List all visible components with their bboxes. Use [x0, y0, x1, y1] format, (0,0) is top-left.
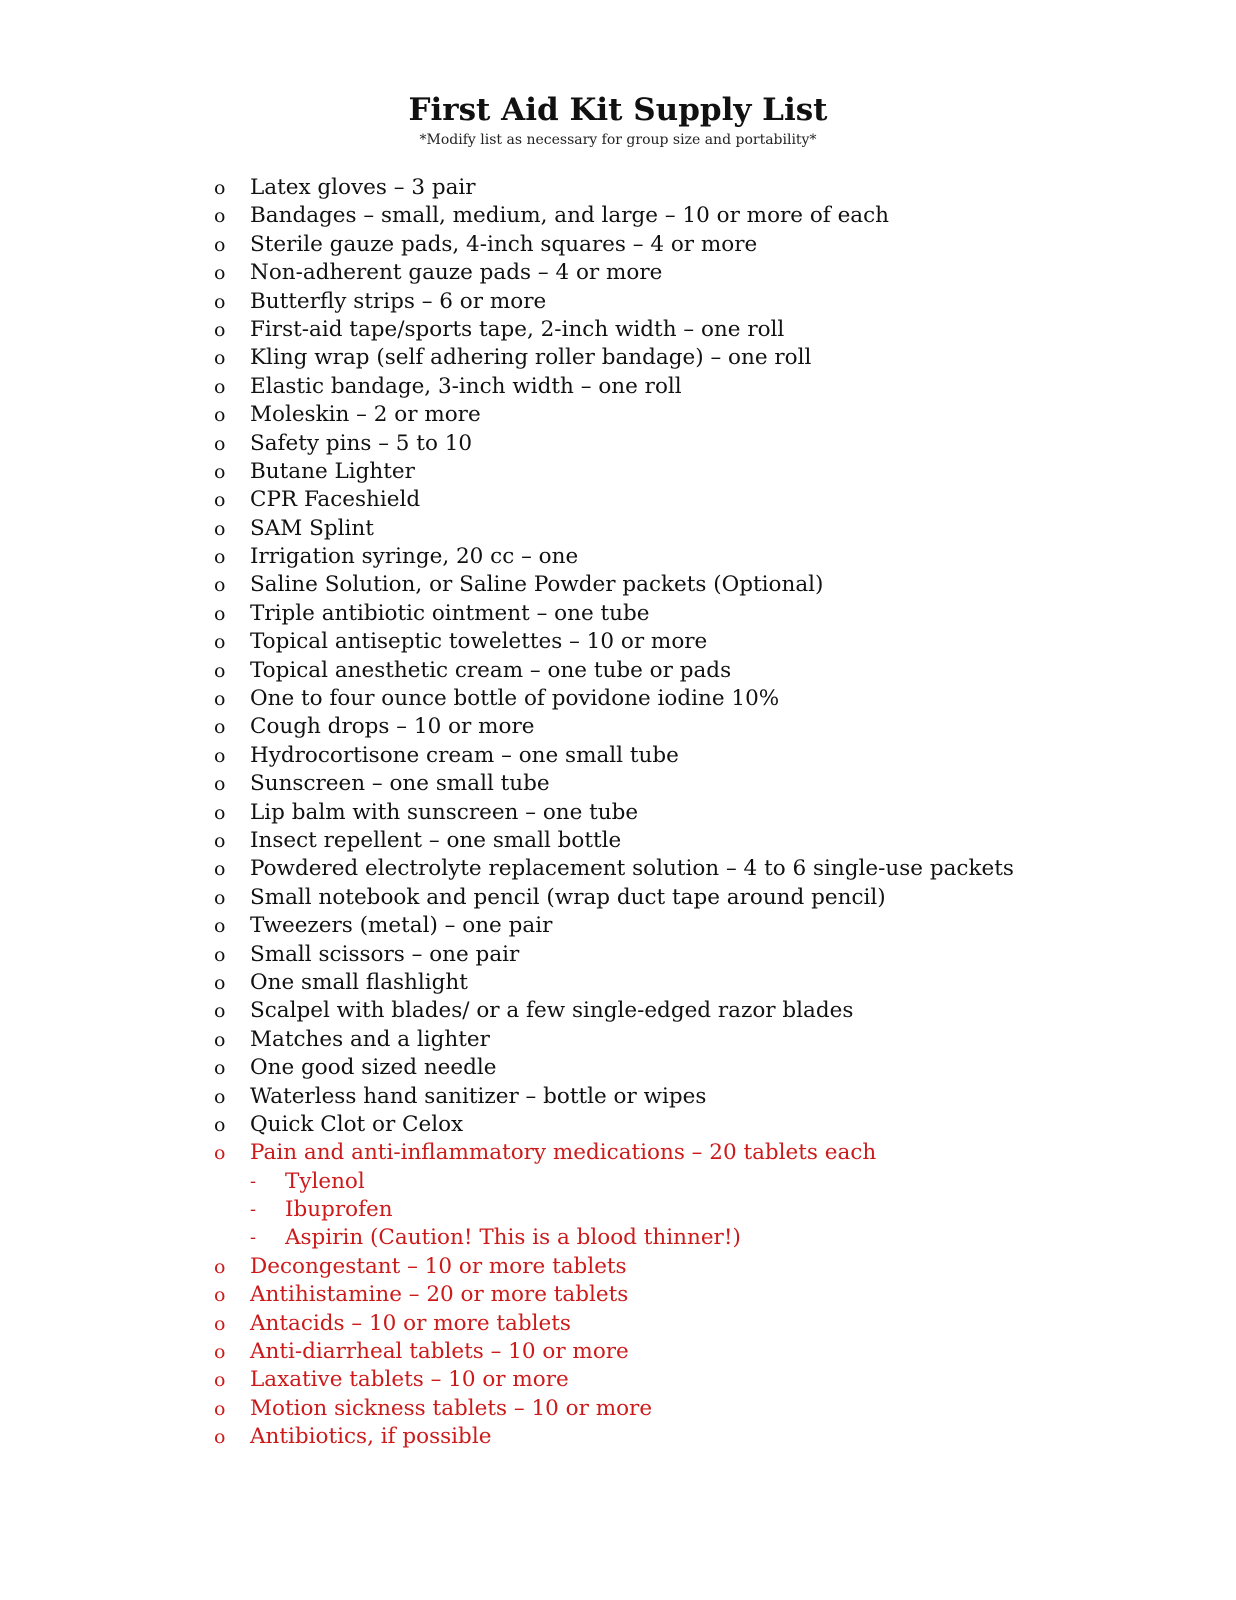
list-item [214, 912, 1194, 940]
list-item [214, 1395, 1194, 1423]
list-item [214, 430, 1194, 458]
list-item [214, 458, 1194, 486]
circle-bullet-icon: o [214, 262, 226, 285]
circle-bullet-icon: o [214, 1085, 226, 1108]
list-item [214, 1139, 1194, 1167]
circle-bullet-icon: o [214, 971, 226, 994]
list-item [214, 288, 1194, 316]
list-item [214, 884, 1194, 912]
list-item-text: Bandages – small, medium, and large – 10 or more of each [250, 203, 890, 229]
circle-bullet-icon: o [214, 460, 226, 483]
list-item [214, 515, 1194, 543]
list-item-text: Hydrocortisone cream – one small tube [250, 742, 679, 768]
list-item-text: Matches and a lighter [250, 1026, 490, 1052]
list-item-text: SAM Splint [250, 515, 374, 541]
supply-list [214, 174, 1194, 1452]
list-item [214, 770, 1194, 798]
list-item-text: Tweezers (metal) – one pair [250, 913, 553, 939]
list-item [214, 799, 1194, 827]
list-item-text: Latex gloves – 3 pair [250, 175, 476, 200]
circle-bullet-icon: o [214, 602, 226, 625]
list-item-text: Elastic bandage, 3-inch width – one roll [250, 373, 682, 399]
list-item-text: Waterless hand sanitizer – bottle or wipes [250, 1083, 707, 1109]
list-item-text: One good sized needle [250, 1055, 497, 1081]
list-item [214, 742, 1194, 770]
list-item-text: Aspirin (Caution! This is a blood thinner!) [285, 1225, 741, 1251]
list-item [214, 401, 1194, 429]
list-item-text: Lip balm with sunscreen – one tube [250, 799, 639, 825]
circle-bullet-icon: o [214, 517, 226, 540]
dash-bullet-icon: - [250, 1227, 257, 1249]
list-item [214, 1111, 1194, 1139]
list-item [214, 827, 1194, 855]
circle-bullet-icon: o [214, 1255, 226, 1278]
list-item-text: Tylenol [285, 1168, 365, 1194]
circle-bullet-icon: o [214, 1028, 226, 1051]
list-item [214, 174, 1194, 202]
page-title: First Aid Kit Supply List [408, 92, 828, 128]
list-item-text: Saline Solution, or Saline Powder packets (Optional) [250, 572, 824, 598]
list-item [214, 657, 1194, 685]
list-item [214, 713, 1194, 741]
circle-bullet-icon: o [214, 659, 226, 682]
list-item [214, 571, 1194, 599]
list-item-text: Non-adherent gauze pads – 4 or more [250, 260, 663, 286]
list-item-text: Ibuprofen [285, 1197, 393, 1223]
circle-bullet-icon: o [214, 1397, 226, 1420]
list-item-text: Triple antibiotic ointment – one tube [250, 600, 650, 626]
list-item [214, 316, 1194, 344]
circle-bullet-icon: o [214, 943, 226, 966]
list-item-text: Powdered electrolyte replacement solution – 4 to 6 single-use packets [250, 856, 1014, 882]
dash-bullet-icon: - [250, 1199, 257, 1221]
circle-bullet-icon: o [214, 1284, 226, 1307]
circle-bullet-icon: o [214, 631, 226, 654]
list-item-text: Pain and anti-inflammatory medications – 20 tablets each [250, 1140, 877, 1166]
list-item [214, 969, 1194, 997]
list-item-text: Decongestant – 10 or more tablets [250, 1253, 627, 1279]
circle-bullet-icon: o [214, 177, 226, 199]
list-item-text: Butterfly strips – 6 or more [250, 288, 547, 314]
circle-bullet-icon: o [214, 489, 226, 512]
list-item-text: Sterile gauze pads, 4-inch squares – 4 or more [250, 231, 758, 257]
page-subtitle: *Modify list as necessary for group size and portability* [419, 132, 817, 148]
list-item-text: Irrigation syringe, 20 cc – one [250, 544, 579, 570]
list-item [214, 1281, 1194, 1309]
list-item [214, 1366, 1194, 1394]
circle-bullet-icon: o [214, 915, 226, 938]
list-item-text: Moleskin – 2 or more [250, 402, 481, 428]
list-item-text: CPR Faceshield [250, 487, 421, 513]
list-item [214, 1026, 1194, 1054]
sub-list-item [214, 1224, 1194, 1252]
list-item-text: Cough drops – 10 or more [250, 714, 535, 740]
list-item [214, 1083, 1194, 1111]
circle-bullet-icon: o [214, 404, 226, 427]
circle-bullet-icon: o [214, 1369, 226, 1392]
list-item-text: Topical anesthetic cream – one tube or pads [250, 657, 732, 683]
circle-bullet-icon: o [214, 375, 226, 398]
list-item-text: Small scissors – one pair [250, 941, 520, 967]
circle-bullet-icon: o [214, 744, 226, 767]
list-item-text: One to four ounce bottle of povidone iodine 10% [250, 686, 780, 712]
sub-list-item [214, 1168, 1194, 1196]
list-item [214, 1310, 1194, 1338]
list-item-text: Motion sickness tablets – 10 or more [250, 1395, 653, 1421]
circle-bullet-icon: o [214, 1312, 226, 1335]
circle-bullet-icon: o [214, 1426, 226, 1449]
list-item-text: Antacids – 10 or more tablets [250, 1310, 571, 1336]
circle-bullet-icon: o [214, 886, 226, 909]
list-item [214, 1253, 1194, 1281]
list-item [214, 344, 1194, 372]
list-item-text: First-aid tape/sports tape, 2-inch width – one roll [250, 316, 785, 342]
list-item-text: Small notebook and pencil (wrap duct tape around pencil) [250, 884, 886, 910]
list-item [214, 855, 1194, 883]
list-item-text: Safety pins – 5 to 10 [250, 430, 473, 456]
list-item-text: Antibiotics, if possible [250, 1424, 492, 1450]
list-item [214, 231, 1194, 259]
list-item [214, 259, 1194, 287]
circle-bullet-icon: o [214, 233, 226, 256]
list-item [214, 202, 1194, 230]
list-item-text: Sunscreen – one small tube [250, 771, 550, 797]
circle-bullet-icon: o [214, 574, 226, 597]
list-item-text: Kling wrap (self adhering roller bandage) – one roll [250, 345, 812, 371]
list-item [214, 941, 1194, 969]
list-item [214, 997, 1194, 1025]
list-item-text: Insect repellent – one small bottle [250, 827, 622, 853]
list-item [214, 1423, 1194, 1451]
list-item-text: Scalpel with blades/ or a few single-edged razor blades [250, 998, 854, 1024]
list-item-text: Laxative tablets – 10 or more [250, 1367, 569, 1393]
circle-bullet-icon: o [214, 1000, 226, 1023]
list-item-text: Anti-diarrheal tablets – 10 or more [250, 1339, 629, 1365]
list-item-text: One small flashlight [250, 969, 468, 995]
list-item [214, 486, 1194, 514]
circle-bullet-icon: o [214, 1057, 226, 1080]
list-item-text: Quick Clot or Celox [250, 1111, 464, 1137]
circle-bullet-icon: o [214, 546, 226, 569]
list-item-text: Butane Lighter [250, 458, 415, 484]
circle-bullet-icon: o [214, 688, 226, 711]
dash-bullet-icon: - [250, 1170, 257, 1192]
circle-bullet-icon: o [214, 432, 226, 455]
circle-bullet-icon: o [214, 1113, 226, 1136]
circle-bullet-icon: o [214, 1142, 226, 1165]
sub-list-item [214, 1196, 1194, 1224]
list-item [214, 543, 1194, 571]
circle-bullet-icon: o [214, 205, 226, 228]
list-item [214, 628, 1194, 656]
list-item [214, 373, 1194, 401]
list-item [214, 685, 1194, 713]
circle-bullet-icon: o [214, 773, 226, 796]
circle-bullet-icon: o [214, 318, 226, 341]
list-item [214, 1054, 1194, 1082]
circle-bullet-icon: o [214, 347, 226, 370]
circle-bullet-icon: o [214, 858, 226, 881]
list-item [214, 1338, 1194, 1366]
circle-bullet-icon: o [214, 801, 226, 824]
circle-bullet-icon: o [214, 829, 226, 852]
list-item-text: Antihistamine – 20 or more tablets [250, 1282, 629, 1308]
list-item [214, 600, 1194, 628]
list-item-text: Topical antiseptic towelettes – 10 or more [250, 629, 708, 655]
circle-bullet-icon: o [214, 290, 226, 313]
circle-bullet-icon: o [214, 716, 226, 739]
circle-bullet-icon: o [214, 1341, 226, 1364]
